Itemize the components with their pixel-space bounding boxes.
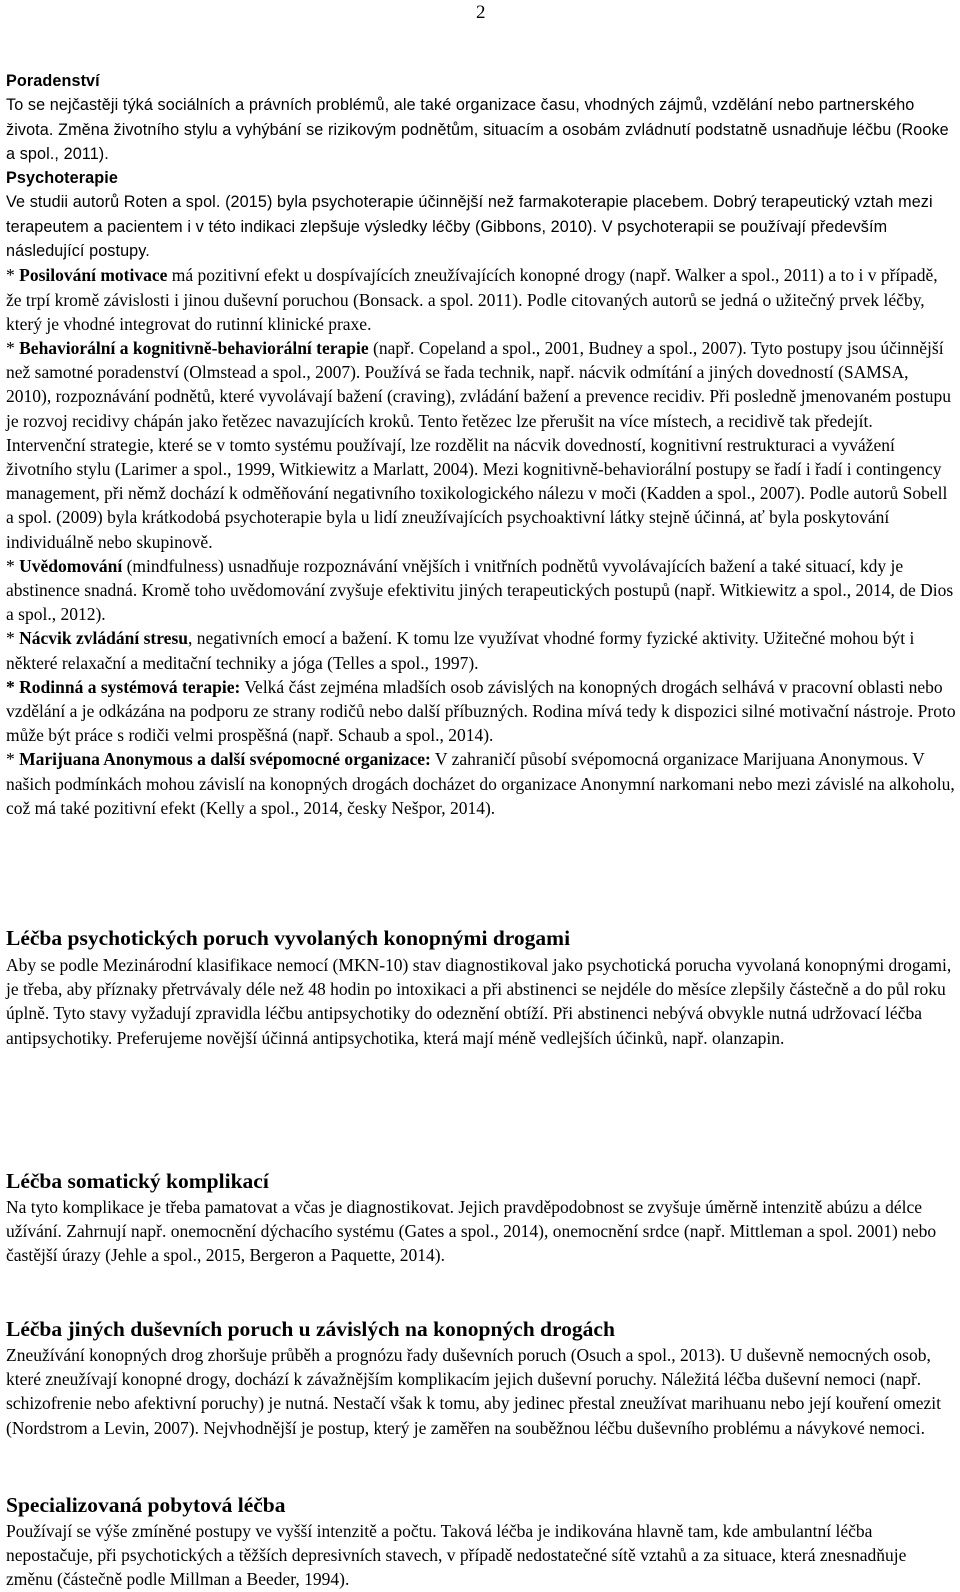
bullet-marker: * [6,676,20,697]
section-text-dusevni: Zneužívání konopných drog zhoršuje průběh a prognózu řady duševních poruch (Osuch a spol., 2013). U duševně nemocných osob, které zneužívají konopné drogy, dochází k závažnějším komplikacím jejich duševní poruchy. Náležitá léčba duševní nemoci (např. schizofrenie nebo afektivní poruchy) je nutná. Nestačí však k tomu, aby jedinec přestal zneužívat marihuanu nebo její kouření omezit (Nordstrom a Levin, 2007). Nejvhodnější je postup, který je zaměřen na souběžnou léčbu duševního problému a návykové nemoci. [6,1345,941,1438]
section-text-pobytova: Používají se výše zmíněné postupy ve vyšší intenzitě a počtu. Taková léčba je indikována hlavně tam, kde ambulantní léčba nepostačuje, při psychotických a těžších depresivních stavech, v případě nedostatečné sítě vztahů a za situace, která znesnadňuje změnu (částečně podle Millman a Beeder, 1994). [6,1521,907,1590]
page-number: 2 [476,2,486,23]
bullet-marker: * [6,337,20,358]
item-text: Velká část zejména mladších osob závislých na konopných drogách selhává v pracovní oblasti nebo vzdělání a je odkázána na podporu ze strany rodičů nebo další příbuzných. Rodina mívá tedy k dispozici silné motivační nástroje. Proto může být práce s rodiči velmi prospěšná (např. Schaub a spol., 2014). [6,676,956,746]
item-behavioralni-terapie [6,336,956,554]
item-posilovani-motivace [6,263,956,336]
poradenstvi-heading: Poradenství [6,72,100,90]
bullet-marker: * [6,555,20,576]
item-text: (mindfulness) usnadňuje rozpoznávání vnějších i vnitřních podnětů vyvolávajících bažení a také situací, kdy je abstinence snadná. Kromě toho uvědomování zvyšuje efektivitu jiných terapeutických postupů (např. Witkiewitz a spol., 2014, de Dios a spol., 2012). [6,555,954,625]
bullet-marker: * [6,265,20,286]
item-label: Marijuana Anonymous a další svépomocné organizace: [19,749,431,770]
item-label: Posilování motivace [19,265,168,286]
section-title-psychoticke: Léčba psychotických poruch vyvolaných konopnými drogami [6,926,571,950]
psychoterapie-heading: Psychoterapie [6,169,118,188]
item-label: Rodinná a systémová terapie: [19,676,241,697]
item-text: (např. Copeland a spol., 2001, Budney a spol., 2007). Tyto postupy jsou účinnější než samotné poradenství (Olmstead a spol., 2007). Používá se řada technik, např. nácvik odmítání a jiných dovedností (SAMSA, 2010), rozpoznávání podnětů, které vyvolávají bažení (craving), zvládání bažení a prevence recidiv. Při posledně jmenovaném postupu je rozvoj recidivy chápán jako řetězec navazujících kroků. Tento řetězec lze přerušit na více místech, a recidivě tak předejít. Intervenční strategie, které se v tomto systému používají, lze rozdělit na nácvik dovedností, kognitivní restrukturaci a vyvážení životního stylu (Larimer a spol., 1999, Witkiewitz a Marlatt, 2004). Mezi kognitivně-behaviorální postupy se řadí i řadí i contingency management, při němž dochází k odměňování negativního toxikologického nálezu v moči (Kadden a spol., 2007). Podle autorů Sobell a spol. (2009) byla krátkodobá psychoterapie byla u lidí zneužívajících psychoaktivní látky stejně účinná, ať byla poskytování individuálně nebo skupinově. [6,337,951,552]
top-block [6,69,956,820]
poradenstvi-text: To se nejčastěji týká sociálních a právních problémů, ale také organizace času, vhodných zájmů, vzdělání nebo partnerského života. Změna životního stylu a vyhýbání se rizikovým podnětům, situacím a osobám zvládnutí podstatně usnadňuje léčbu (Rooke a spol., 2011). [6,96,949,163]
item-marijuana-anonymous [6,747,956,820]
item-label: Behaviorální a kognitivně-behaviorální terapie [19,337,369,358]
bullet-marker: * [6,749,20,770]
section-text-psychoticke: Aby se podle Mezinárodní klasifikace nemocí (MKN-10) stav diagnostikoval jako psychotická porucha vyvolaná konopnými drogami, je třeba, aby příznaky přetrvávaly déle než 48 hodin po intoxikaci a při abstinenci se nejdéle do měsíce zlepšily částečně a do půl roku úplně. Tyto stavy vyžadují zpravidla léčbu antipsychotiky do odeznění obtíží. Při abstinenci nebývá obvykle nutná udržovací léčba antipsychotiky. Preferujeme novější účinná antipsychotika, která mají méně vedlejších účinků, např. olanzapin. [6,955,952,1048]
bullet-marker: * [6,628,20,649]
item-label: Nácvik zvládání stresu [19,628,188,649]
section-title-dusevni: Léčba jiných duševních poruch u závislých na konopných drogách [6,1317,615,1341]
section-text-somaticke: Na tyto komplikace je třeba pamatovat a včas je diagnostikovat. Jejich pravděpodobnost se zvyšuje úměrně intenzitě abúzu a délce užívání. Zahrnují např. onemocnění dýchacího systému (Gates a spol., 2014), onemocnění srdce (např. Mittleman a spol. 2001) nebo častější úrazy (Jehle a spol., 2015, Bergeron a Paquette, 2014). [6,1197,937,1266]
section-title-pobytova: Specializovaná pobytová léčba [6,1493,286,1517]
item-nacvik-stresu [6,626,956,674]
item-text: , negativních emocí a bažení. K tomu lze využívat vhodné formy fyzické aktivity. Užitečné mohou být i některé relaxační a meditační techniky a jóga (Telles a spol., 1997). [6,628,915,673]
item-rodinna-terapie [6,675,956,748]
item-uvedomovani [6,554,956,627]
item-label: Uvědomování [19,555,123,576]
item-text: má pozitivní efekt u dospívajících zneužívajících konopné drogy (např. Walker a spol., 2011) a to i v případě, že trpí kromě závislosti i jinou duševní poruchou (Bonsack. a spol. 2011). Podle citovaných autorů se jedná o užitečný prvek léčby, který je vhodné integrovat do rutinní klinické praxe. [6,265,938,334]
item-text: V zahraničí působí svépomocná organizace Marijuana Anonymous. V našich podmínkách mohou závislí na konopných drogách docházet do organizace Anonymní narkomani nebo mezi závislé na alkoholu, což má také pozitivní efekt (Kelly a spol., 2014, česky Nešpor, 2014). [6,749,955,818]
section-title-somaticke: Léčba somatický komplikací [6,1169,269,1193]
psychoterapie-text: Ve studii autorů Roten a spol. (2015) byla psychoterapie účinnější než farmakoterapie placebem. Dobrý terapeutický vztah mezi terapeutem a pacientem i v této indikaci zlepšuje výsledky léčby (Gibbons, 2010). V psychoterapii se používají především následující postupy. [6,193,933,261]
